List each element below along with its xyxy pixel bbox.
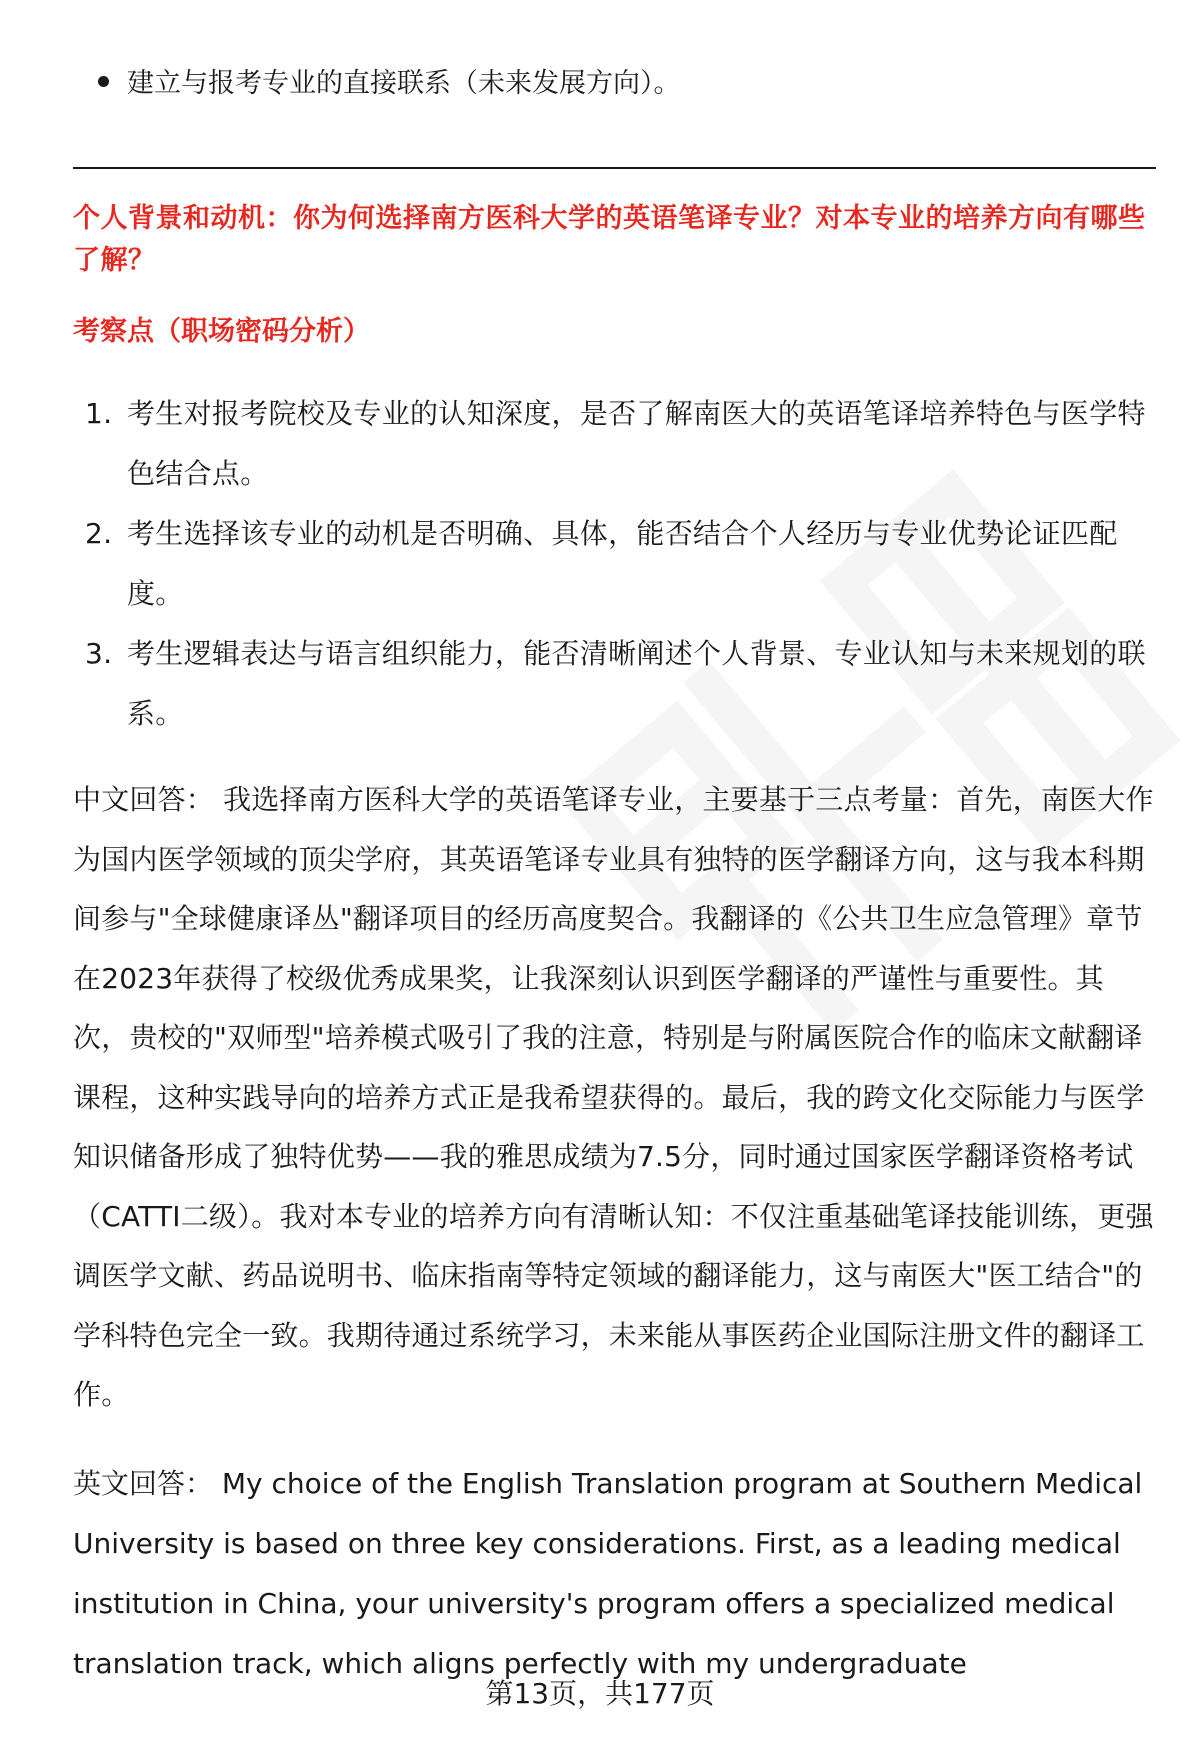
focus-heading: 考察点（职场密码分析） [73, 316, 370, 347]
focus-points-list [73, 384, 1156, 744]
english-answer-paragraph: 英文回答： My choice of the English Translation program at Southern Medical University is based on three key considerations. First, as a leading medical institution in China, your university's program offers a specialized medical translation track, which aligns perfectly with my undergraduate [73, 1467, 1143, 1680]
bullet-dot-icon [98, 76, 109, 87]
point-number: 3. [85, 637, 113, 670]
point-number: 1. [85, 397, 113, 430]
focus-point-2 [73, 504, 1156, 624]
horizontal-divider [73, 167, 1156, 169]
focus-point-3 [73, 624, 1156, 744]
chinese-answer-paragraph: 中文回答： 我选择南方医科大学的英语笔译专业，主要基于三点考量：首先，南医大作为国内医学领域的顶尖学府，其英语笔译专业具有独特的医学翻译方向，这与我本科期间参与"全球健康译丛"翻译项目的经历高度契合。我翻译的《公共卫生应急管理》章节在2023年获得了校级优秀成果奖，让我深刻认识到医学翻译的严谨性与重要性。其次，贵校的"双师型"培养模式吸引了我的注意，特别是与附属医院合作的临床文献翻译课程，这种实践导向的培养方式正是我希望获得的。最后，我的跨文化交际能力与医学知识储备形成了独特优势——我的雅思成绩为7.5分，同时通过国家医学翻译资格考试（CATTI二级）。我对本专业的培养方向有清晰认知：不仅注重基础笔译技能训练，更强调医学文献、药品说明书、临床指南等特定领域的翻译能力，这与南医大"医工结合"的学科特色完全一致。我期待通过系统学习，未来能从事医药企业国际注册文件的翻译工作。 [73, 783, 1154, 1411]
point-text: 考生逻辑表达与语言组织能力，能否清晰阐述个人背景、专业认知与未来规划的联系。 [127, 637, 1146, 730]
bullet-text: 建立与报考专业的直接联系（未来发展方向）。 [127, 68, 681, 99]
question-heading: 个人背景和动机：你为何选择南方医科大学的英语笔译专业？对本专业的培养方向有哪些了解？ [73, 203, 1146, 276]
page-number-footer: 第13页，共177页 [485, 1677, 715, 1710]
point-number: 2. [85, 517, 113, 550]
document-page [73, 0, 1156, 1755]
point-text: 考生选择该专业的动机是否明确、具体，能否结合个人经历与专业优势论证匹配度。 [127, 517, 1118, 610]
point-text: 考生对报考院校及专业的认知深度，是否了解南医大的英语笔译培养特色与医学特色结合点。 [127, 397, 1146, 490]
bullet-item [98, 64, 681, 104]
focus-point-1 [73, 384, 1156, 504]
